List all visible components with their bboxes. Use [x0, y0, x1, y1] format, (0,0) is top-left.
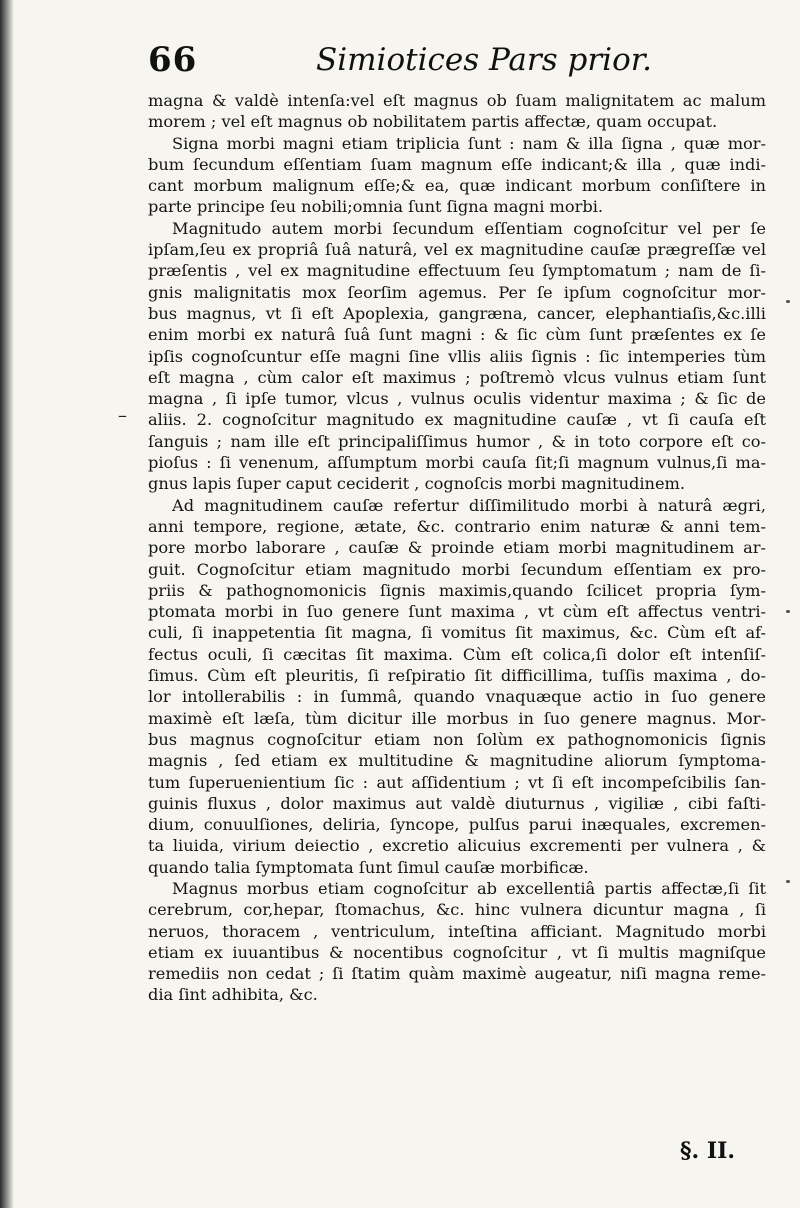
text-line: ptomata morbi in ſuo genere ſunt maxima , vt cùm eſt affectus ventri- [148, 602, 766, 622]
text-line: tum ſuperuenientium ſic : aut aſſidentium ; vt ſi eſt incompeſcibilis ſan- [148, 772, 766, 792]
text-line: priis & pathognomonicis ſignis maximis,quando ſcilicet propria ſym- [148, 580, 766, 600]
text-line: guinis fluxus , dolor maximus aut valdè diuturnus , vigiliæ , cibi faſti- [148, 793, 766, 813]
text-line: pioſus : ſi venenum, aſſumptum morbi cauſa ſit;ſi magnum vulnus,ſi ma- [148, 453, 766, 473]
edge-mark [786, 300, 790, 303]
text-line: aliis. 2. cognoſcitur magnitudo ex magnitudine cauſæ , vt ſi cauſa eſt [148, 410, 766, 430]
text-line: remediis non cedat ; ſi ſtatim quàm maximè augeatur, niſi magna reme- [148, 964, 766, 984]
text-line: pore morbo laborare , cauſæ & proinde etiam morbi magnitudinem ar- [148, 538, 766, 558]
text-line: etiam ex iuuantibus & nocentibus cognoſcitur , vt ſi multis magniſque [148, 942, 766, 962]
text-line: ſanguis ; nam ille eſt principaliſſimus humor , & in toto corpore eſt co- [148, 431, 766, 451]
paragraph-first-line: Magnitudo autem morbi ſecundum eſſentiam cognoſcitur vel per ſe [172, 218, 766, 238]
text-line: dia ſint adhibita, &c. [148, 985, 318, 1005]
text-line: ipſis cognoſcuntur eſſe magni ſine vllis aliis ſignis : ſic intemperies tùm [148, 346, 766, 366]
page-number: 66 [148, 40, 198, 80]
margin-mark: – [118, 405, 127, 426]
text-line: magnis , ſed etiam ex multitudine & magnitudine aliorum ſymptoma- [148, 751, 766, 771]
text-line: cerebrum, cor,hepar, ſtomachus, &c. hinc vulnera dicuntur magna , ſi [148, 900, 766, 920]
text-line: gnis malignitatis mox ſeorſim agemus. Per ſe ipſum cognoſcitur mor- [148, 282, 766, 302]
running-title: Simiotices Pars prior. [316, 42, 653, 78]
edge-mark [786, 880, 790, 883]
text-line: eſt magna , cùm calor eſt maximus ; poſtremò vlcus vulnus etiam ſunt [148, 367, 766, 387]
text-line: bus magnus cognoſcitur etiam non ſolùm ex pathognomonicis ſignis [148, 729, 766, 749]
edge-mark [786, 610, 790, 613]
text-line: præſentis , vel ex magnitudine effectuum ſeu ſymptomatum ; nam de ſi- [148, 261, 766, 281]
catchword: §. II. [680, 1138, 736, 1164]
body-text [148, 90, 766, 1006]
text-line: ipſam,ſeu ex propriâ ſuâ naturâ, vel ex magnitudine cauſæ prægreſſæ vel [148, 240, 766, 260]
paragraph-first-line: Signa morbi magni etiam triplicia ſunt : nam & illa ſigna , quæ mor- [172, 133, 766, 153]
text-line: ſimus. Cùm eſt pleuritis, ſi reſpiratio ſit difficillima, tuſſis maxima , do- [148, 666, 766, 686]
text-line: ta liuida, virium deiectio , excretio alicuius excrementi per vulnera , & [148, 836, 766, 856]
text-line: bum ſecundum eſſentiam ſuam magnum eſſe indicant;& illa , quæ indi- [148, 154, 766, 174]
text-line: parte principe ſeu nobili;omnia ſunt ſigna magni morbi. [148, 197, 604, 217]
text-line: enim morbi ex naturâ ſuâ ſunt magni : & ſic cùm ſunt præſentes ex ſe [148, 325, 766, 345]
text-line: gnus lapis ſuper caput ceciderit , cognoſcis morbi magnitudinem. [148, 474, 686, 494]
paragraph-first-line: Ad magnitudinem cauſæ refertur diſſimilitudo morbi à naturâ ægri, [172, 495, 766, 515]
paragraph-first-line: Magnus morbus etiam cognoſcitur ab excellentiâ partis affectæ,ſi ſit [172, 878, 766, 898]
text-line: bus magnus, vt ſi eſt Apoplexia, gangræna, cancer, elephantiaſis,&c.illi [148, 303, 766, 323]
text-line: cant morbum malignum eſſe;& ea, quæ indicant morbum conſiſtere in [148, 176, 766, 196]
text-line: maximè eſt læſa, tùm dicitur ille morbus in ſuo genere magnus. Mor- [148, 708, 766, 728]
text-line: neruos, thoracem , ventriculum, inteſtina afficiant. Magnitudo morbi [148, 921, 766, 941]
text-line: dium, conuulſiones, deliria, ſyncope, pulſus parui inæquales, excremen- [148, 815, 766, 835]
text-line: lor intollerabilis : in ſummâ, quando vnaquæque actio in ſuo genere [148, 687, 766, 707]
text-line: anni tempore, regione, ætate, &c. contrario enim naturæ & anni tem- [148, 516, 766, 536]
text-line: guit. Cognoſcitur etiam magnitudo morbi ſecundum eſſentiam ex pro- [148, 559, 766, 579]
text-line: morem ; vel eſt magnus ob nobilitatem partis affectæ, quam occupat. [148, 112, 718, 132]
page-header [148, 40, 653, 88]
text-line: magna , ſi ipſe tumor, vlcus , vulnus oculis videntur maxima ; & ſic de [148, 389, 766, 409]
text-line: fectus oculi, ſi cæcitas ſit maxima. Cùm eſt colica,ſi dolor eſt intenſiſ- [148, 644, 766, 664]
text-line: culi, ſi inappetentia ſit magna, ſi vomitus ſit maximus, &c. Cùm eſt af- [148, 623, 766, 643]
text-line: magna & valdè intenſa:vel eſt magnus ob ſuam malignitatem ac malum [148, 91, 766, 110]
text-line: quando talia ſymptomata ſunt ſimul cauſæ morbificæ. [148, 857, 589, 877]
